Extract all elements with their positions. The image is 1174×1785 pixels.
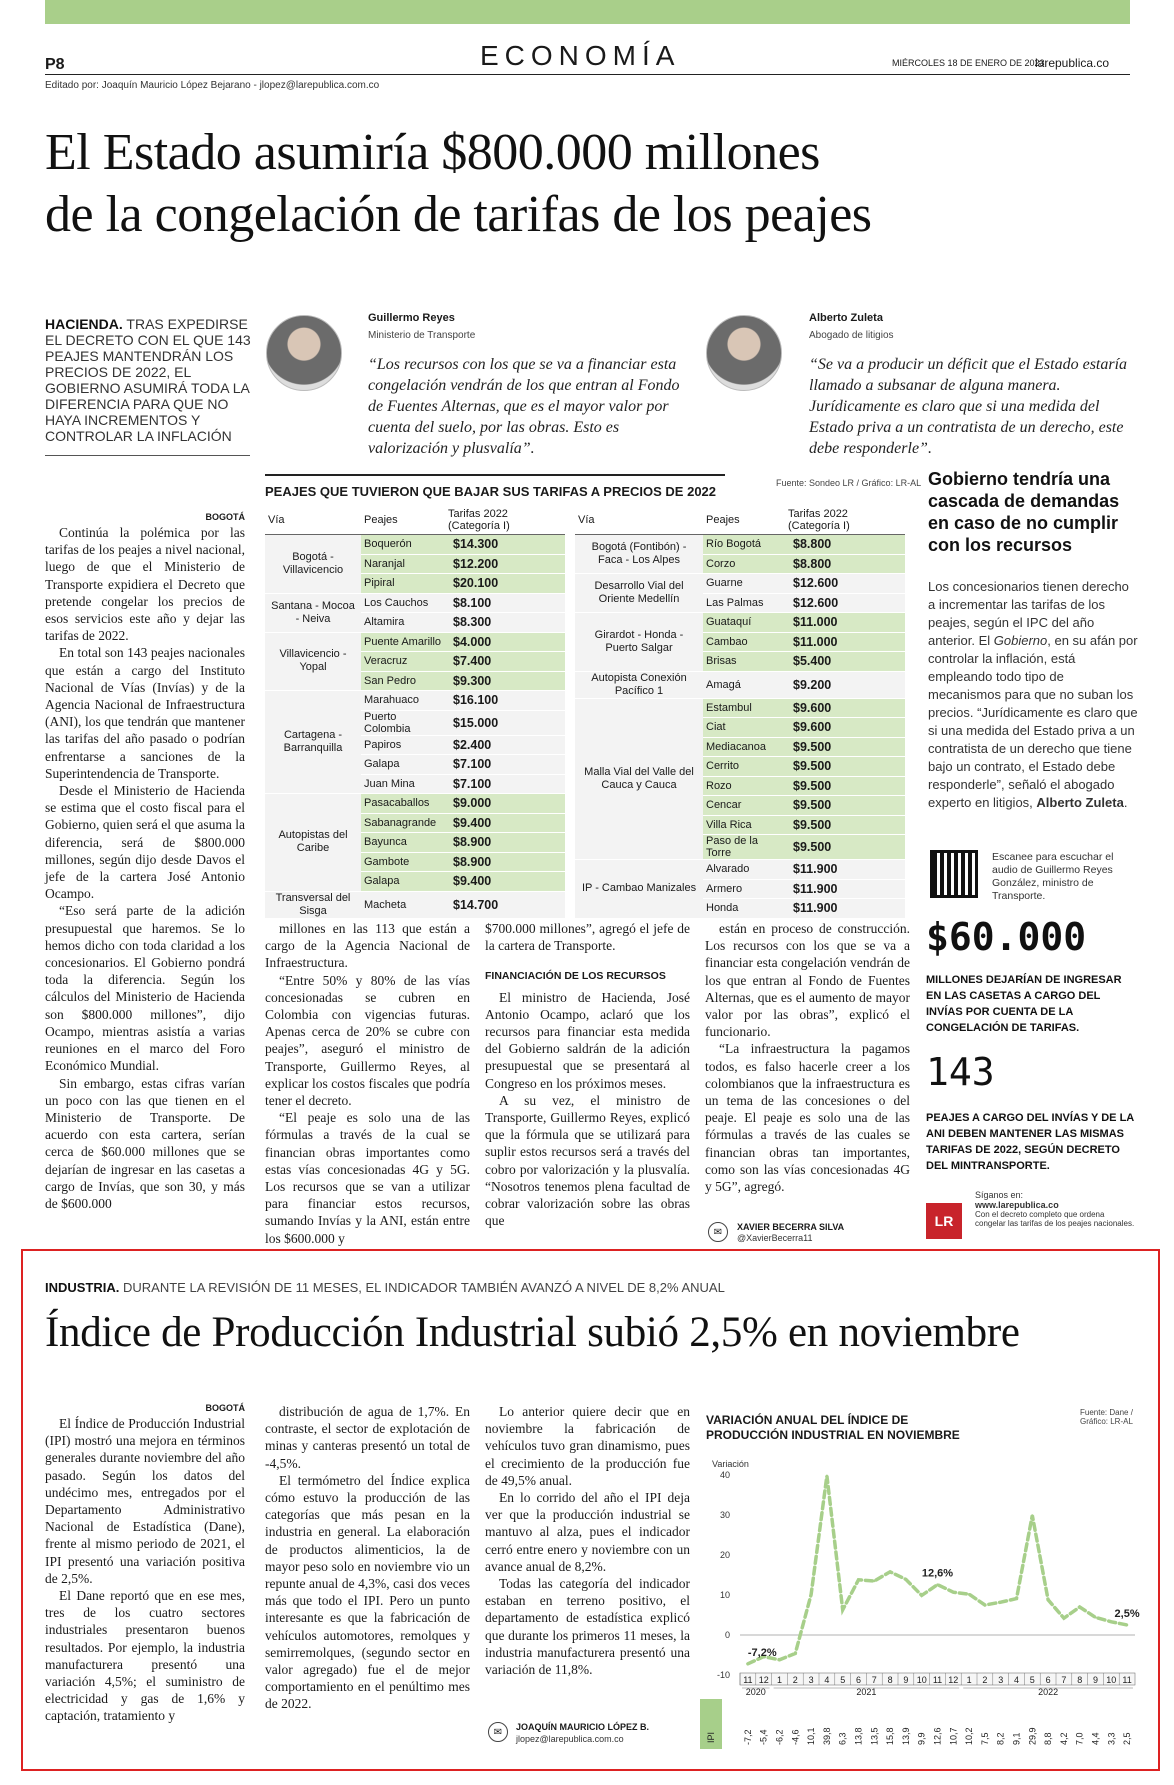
data-point [968, 1593, 970, 1595]
data-label: 13,5 [869, 1727, 880, 1745]
data-label: 7,0 [1074, 1732, 1085, 1745]
data-point [1126, 1624, 1128, 1626]
table-row [265, 535, 565, 555]
x-tick-label: 2 [982, 1675, 988, 1685]
table-cell-peaje: Los Cauchos [361, 593, 445, 613]
envelope-icon: ✉ [708, 1222, 728, 1242]
subheading: FINANCIACIÓN DE LOS RECURSOS [485, 970, 666, 983]
table-cell-peaje: Boquerón [361, 535, 445, 555]
table-cell-tarifa: $14.700 [445, 891, 565, 918]
data-point [952, 1591, 954, 1593]
chart-source: Fuente: Dane / Gráfico: LR-AL [1080, 1408, 1133, 1426]
x-tick-label: 11 [932, 1675, 943, 1685]
data-label: -4,6 [790, 1729, 801, 1745]
lr-logo: LR [926, 1203, 962, 1239]
data-label: -5,4 [758, 1729, 769, 1745]
table-cell-tarifa: $7.100 [445, 755, 565, 775]
table-cell-peaje: Papiros [361, 735, 445, 755]
data-label: 39,8 [821, 1727, 832, 1745]
masthead-rule [45, 74, 1130, 75]
table-cell-peaje: Macheta [361, 891, 445, 918]
paragraph: Desde el Ministerio de Hacienda se estima que el costo fiscal para el Gobierno, quien será el que asuma la diferencia, será de $800.000 millones, según dijo desde Davos el jefe de la cartera José Antonio Ocampo. [45, 783, 245, 902]
x-tick-label: 11 [743, 1675, 753, 1685]
table-cell-peaje: Puente Amarillo [361, 632, 445, 652]
y-tick-label: 40 [719, 1470, 730, 1480]
year-label: 2022 [1038, 1687, 1059, 1697]
x-tick-label: 9 [1092, 1675, 1099, 1685]
table-cell-peaje: Armero [703, 879, 785, 899]
table-cell-peaje: Cambao [703, 632, 785, 652]
table-cell-tarifa: $15.000 [445, 710, 565, 735]
x-tick-label: 2 [792, 1675, 798, 1685]
paragraph: Continúa la polémica por las tarifas de los peajes a nivel nacional, luego de que el Ministerio de Transporte expidiera el Decreto que pretende congelar los precios de esos servicios este año y dejar las tarifas de 2022. [45, 525, 245, 644]
article-column [265, 1403, 470, 1713]
table-cell-tarifa: $9.500 [785, 796, 905, 816]
table-cell-tarifa: $4.000 [445, 632, 565, 652]
paragraph: “La infraestructura la pagamos todos, es falso hacerle creer a los colombianos que la infraestructura es un tema de las concesiones o del peaje. El peaje es solo una de las fórmulas a través de las cuales se financian obras tan importantes, como son las vías concesionadas 4G y 5G”, agregó. [705, 1041, 910, 1195]
data-point [921, 1594, 923, 1596]
paragraph: distribución de agua de 1,7%. En contraste, el sector de explotación de minas y canteras presentó un total de -4,5%. [265, 1404, 470, 1471]
table-cell-tarifa: $11.000 [785, 632, 905, 652]
data-annotation: 2,5% [1114, 1608, 1140, 1620]
table-cell-peaje: Estambul [703, 698, 785, 718]
table-cell-via: Autopistas del Caribe [265, 794, 361, 892]
y-tick-label: 0 [724, 1630, 730, 1640]
table-cell-via: Villavicencio -Yopal [265, 632, 361, 691]
table-cell-tarifa: $9.500 [785, 835, 905, 860]
table-cell-tarifa: $7.400 [445, 652, 565, 672]
article-column [45, 524, 245, 1212]
data-point [778, 1659, 780, 1661]
data-label: 9,9 [916, 1732, 927, 1745]
data-annotation: 12,6% [921, 1567, 954, 1580]
table-cell-tarifa: $11.900 [785, 899, 905, 919]
table-cell-tarifa: $11.900 [785, 879, 905, 899]
table-cell-peaje: Cerrito [703, 757, 785, 777]
table-cell-peaje: Pipiral [361, 574, 445, 594]
avatar [266, 315, 342, 391]
table-cell-tarifa: $12.200 [445, 554, 565, 574]
table-cell-peaje: Cencar [703, 796, 785, 816]
table-cell-via: Cartagena - Barranquilla [265, 691, 361, 794]
table-row [265, 891, 565, 918]
data-point [1063, 1617, 1065, 1619]
paragraph: Sin embargo, estas cifras varían un poco con las que tienen en el Ministerio de Transporte. De acuerdo con esta cartera, serían cerca de $60.000 millones que se dejarían de ingresar en las casetas a cargo de Invías, que son 30, y más de $600.000 [45, 1075, 245, 1211]
table-cell-peaje: Pasacaballos [361, 794, 445, 814]
kicker-rule [45, 455, 250, 456]
data-label: 9,1 [1011, 1732, 1022, 1745]
paragraph: En total son 143 peajes nacionales que están a cargo del Instituto Nacional de Vías (Invías) y de la Agencia Nacional de Infraestructura (ANI), los que tendrán que mantener las tarifas del año pasado o podrían enfrentarse a sanciones de la Superintendencia de Transporte. [45, 645, 245, 781]
data-point [810, 1593, 812, 1595]
x-tick-label: 3 [808, 1675, 814, 1685]
table-cell-peaje: Guataquí [703, 613, 785, 633]
table-cell-via: Bogotá - Villavicencio [265, 535, 361, 594]
table-cell-peaje: Altamira [361, 613, 445, 633]
table-header: Vía [575, 506, 703, 535]
data-label: 8,2 [995, 1732, 1006, 1745]
table-cell-peaje: Juan Mina [361, 774, 445, 794]
data-point [984, 1604, 986, 1606]
table-cell-tarifa: $9.300 [445, 671, 565, 691]
table-top-rule [265, 474, 725, 476]
table-header: Tarifas 2022 (Categoría I) [445, 506, 565, 535]
toll-table-left [265, 506, 565, 919]
table-row [265, 593, 565, 613]
follow-box: Síganos en: www.larepublica.co Con el decreto completo que ordena congelar las tarifas de los peajes nacionales. [975, 1190, 1135, 1228]
table-cell-tarifa: $2.400 [445, 735, 565, 755]
headline: El Estado asumiría $800.000 millones de la congelación de tarifas de los peajes [45, 124, 872, 243]
table-cell-peaje: Galapa [361, 755, 445, 775]
editor-credit: Editado por: Joaquín Mauricio López Bejarano - jlopez@larepublica.com.co [45, 80, 380, 91]
table-cell-peaje: Brisas [703, 652, 785, 672]
article-column [705, 920, 910, 1195]
qr-caption: Escanee para escuchar el audio de Guillermo Reyes González, ministro de Transporte. [992, 851, 1114, 902]
data-point [1000, 1601, 1002, 1603]
table-cell-tarifa: $14.300 [445, 535, 565, 555]
x-tick-label: 12 [948, 1675, 959, 1685]
sidebar-body: Los concesionarios tienen derecho a incrementar las tarifas de los peajes, según el IPC del año anterior. El Gobierno, en su afán por controlar la inflación, está empleando todo tipo de mecanismos para que no suban los precios. “Jurídicamente es claro que si una medida del Estado priva a un contratista de un derecho que tiene bajo un contrato, el Estado debe responderle”, señaló el abogado experto en litigios, Alberto Zuleta. [928, 579, 1138, 810]
data-point [873, 1580, 875, 1582]
table-cell-peaje: Villa Rica [703, 815, 785, 835]
stat-value: 143 [926, 1050, 995, 1094]
data-point [1015, 1597, 1017, 1599]
follow-site-link[interactable]: www.larepublica.co [975, 1200, 1059, 1210]
table-cell-peaje: Paso de la Torre [703, 835, 785, 860]
author-handle[interactable]: @XavierBecerra11 [737, 1233, 813, 1243]
data-label: -6,2 [774, 1729, 785, 1745]
table-cell-peaje: Guarne [703, 574, 785, 594]
data-label: 10,2 [964, 1727, 975, 1745]
data-point [826, 1475, 828, 1477]
table-cell-tarifa: $9.500 [785, 776, 905, 796]
x-tick-label: 5 [1029, 1675, 1035, 1685]
table-cell-peaje: Naranjal [361, 554, 445, 574]
table-source: Fuente: Sondeo LR / Gráfico: LR-AL [776, 478, 922, 488]
x-tick-label: 12 [758, 1675, 769, 1685]
paragraph: Todas las categoría del indicador estaban en terreno positivo, el departamento de estadística explicó que durante los primeros 11 meses, la industria manufacturera presentó una variación de 11,8%. [485, 1576, 690, 1678]
paragraph: “Eso será parte de la adición presupuestal que haremos. Se lo hemos dicho con toda claridad a los concesionarios. El Gobierno pondrá toda la diferencia. Según los cálculos del Ministerio de Hacienda son $800.000 millones”, dijo Ocampo, mientras asistía a varias reuniones en el marco del Foro Económico Mundial. [45, 903, 245, 1074]
data-point [747, 1663, 749, 1665]
table-row [265, 794, 565, 814]
table-cell-tarifa: $9.500 [785, 757, 905, 777]
data-label: 4,4 [1090, 1732, 1101, 1745]
table-cell-via: Santana - Mocoa - Neiva [265, 593, 361, 632]
table-cell-peaje: Corzo [703, 554, 785, 574]
x-tick-label: 7 [871, 1675, 877, 1685]
table-cell-peaje: San Pedro [361, 671, 445, 691]
author-name: JOAQUÍN MAURICIO LÓPEZ B. [516, 1722, 650, 1732]
site-url[interactable]: larepublica.co [1035, 56, 1110, 70]
paragraph: están en proceso de construcción. Los recursos con los que se va a financiar esta congelación vendrán de los que entran al Fondo de Fuentes Alternas, que es el aumento de mayor valor por las obras”, explicó el funcionario. [705, 921, 910, 1040]
table-row [575, 671, 905, 698]
table-cell-tarifa: $8.900 [445, 833, 565, 853]
table-cell-peaje: Rozo [703, 776, 785, 796]
paragraph: millones en las 113 que están a cargo de la Agencia Nacional de Infraestructura. [265, 921, 470, 971]
headline: Índice de Producción Industrial subió 2,5% en noviembre [45, 1309, 1020, 1356]
y-axis-label: Variación [712, 1459, 749, 1469]
table-cell-tarifa: $16.100 [445, 691, 565, 711]
table-cell-tarifa: $9.000 [445, 794, 565, 814]
table-row [265, 691, 565, 711]
table-cell-via: Malla Vial del Valle del Cauca y Cauca [575, 698, 703, 860]
dateline: BOGOTÁ [205, 512, 245, 522]
quote-name: Guillermo Reyes [368, 312, 455, 324]
data-point [1047, 1599, 1049, 1601]
quote-role: Ministerio de Transporte [368, 330, 476, 341]
avatar [706, 315, 782, 391]
table-cell-tarifa: $12.600 [785, 593, 905, 613]
x-tick-label: 8 [1077, 1675, 1083, 1685]
paragraph: El Índice de Producción Industrial (IPI) mostró una mejora en términos generales durante noviembre del año pasado. Según los datos del undécimo mes, entregados por el Departamento Administrativo Nacional de Estadística (Dane), frente al mismo periodo de 2021, el IPI presentó una variación positiva de 2,5%. [45, 1416, 245, 1586]
data-point [1110, 1621, 1112, 1623]
x-tick-label: 4 [1013, 1675, 1020, 1685]
x-tick-label: 10 [1106, 1675, 1117, 1685]
data-point [794, 1652, 796, 1654]
table-cell-tarifa: $8.800 [785, 535, 905, 555]
table-header: Vía [265, 506, 361, 535]
paragraph: A su vez, el ministro de Transporte, Guillermo Reyes, explicó que la fórmula que se utilizará para suplir estos recursos será a través del cobro por valorización y la plusvalía. “Nosotros tenemos plena facultad de cobrar valorización sobre las obras que [485, 1092, 690, 1229]
table-row [265, 632, 565, 652]
ipi-line-chart [700, 1445, 1140, 1760]
page-number: P8 [45, 56, 65, 73]
table-cell-peaje: Ciat [703, 718, 785, 738]
article-column: $700.000 millones”, agregó el jefe de la cartera de Transporte. FINANCIACIÓN DE LOS RECURSOS El ministro de Hacienda, José Antonio Ocampo, aclaró que los recursos para financiar esta medida del Gobierno saldrán de la adición presupuestal que se presentará al Congreso en los próximos meses. A su vez, el ministro de Transporte, Guillermo Reyes, explicó que la fórmula que se utilizará para suplir estos recursos será a través del cobro por valorización y la plusvalía. “Nosotros tenemos plena facultad de cobrar valorización sobre las obras que [485, 921, 690, 1229]
paragraph: El termómetro del Índice explica cómo estuvo la producción de las categorías que más pesan en la industria en general. La elaboración de productos alimenticios, la de mayor peso solo en noviembre vio un repunte anual de 4,3%, casi dos veces más que todo el IPI. Pero un punto interesante es que la fabricación de vehículos automotores, remolques y semirremolques, (segundo sector en valor agregado) fue el de mejor comportamiento en el penúltimo mes de 2022. [265, 1472, 470, 1712]
x-tick-label: 6 [855, 1675, 862, 1685]
table-cell-tarifa: $9.500 [785, 737, 905, 757]
year-label: 2021 [856, 1687, 877, 1697]
data-label: 13,8 [853, 1727, 864, 1745]
table-cell-tarifa: $8.300 [445, 613, 565, 633]
section-title: ECONOMÍA [480, 40, 681, 71]
stat-caption: PEAJES A CARGO DEL INVÍAS Y DE LA ANI DEBEN MANTENER LAS MISMAS TARIFAS DE 2022, SEGÚN DECRETO DEL MINTRANSPORTE. [926, 1112, 1134, 1172]
quote-name: Alberto Zuleta [809, 312, 883, 324]
table-cell-peaje: Las Palmas [703, 593, 785, 613]
table-cell-tarifa: $9.600 [785, 698, 905, 718]
table-cell-peaje: Galapa [361, 872, 445, 892]
y-tick-label: 30 [719, 1510, 730, 1520]
data-label: 4,2 [1058, 1732, 1069, 1745]
year-label: 2020 [745, 1687, 766, 1697]
table-cell-tarifa: $7.100 [445, 774, 565, 794]
x-tick-label: 1 [966, 1675, 972, 1685]
data-label: 10,1 [806, 1727, 817, 1745]
table-cell-peaje: Marahuaco [361, 691, 445, 711]
x-tick-label: 5 [840, 1675, 846, 1685]
table-cell-peaje: Alvarado [703, 860, 785, 880]
data-label: 6,3 [837, 1732, 848, 1745]
table-cell-via: Transversal del Sisga [265, 891, 361, 918]
author-name: XAVIER BECERRA SILVA [737, 1222, 845, 1232]
table-header: Tarifas 2022 (Categoría I) [785, 506, 905, 535]
table-row [575, 613, 905, 633]
table-cell-via: Girardot - Honda - Puerto Salgar [575, 613, 703, 672]
data-label: 13,9 [900, 1727, 911, 1745]
y-tick-label: 10 [719, 1590, 730, 1600]
table-cell-tarifa: $5.400 [785, 652, 905, 672]
table-cell-peaje: Río Bogotá [703, 535, 785, 555]
data-point [857, 1579, 859, 1581]
x-tick-label: 4 [824, 1675, 830, 1685]
dateline: BOGOTÁ [205, 1403, 245, 1413]
x-tick-label: 9 [903, 1675, 909, 1685]
table-row [575, 574, 905, 594]
x-tick-label: 7 [1061, 1675, 1067, 1685]
table-cell-tarifa: $11.900 [785, 860, 905, 880]
table-cell-tarifa: $9.500 [785, 815, 905, 835]
table-cell-via: Autopista Conexión Pacífico 1 [575, 671, 703, 698]
data-label: 12,6 [932, 1727, 943, 1745]
top-color-bar [45, 0, 1130, 24]
data-label: 10,7 [948, 1727, 959, 1745]
paragraph: El ministro de Hacienda, José Antonio Ocampo, aclaró que los recursos para financiar esta medida del Gobierno saldrán de la adición presupuestal que se presentará al Congreso en los próximos meses. [485, 989, 690, 1091]
table-cell-tarifa: $9.600 [785, 718, 905, 738]
data-point [1094, 1616, 1096, 1618]
table-cell-peaje: Veracruz [361, 652, 445, 672]
y-tick-label: 20 [719, 1550, 730, 1560]
chart-title: VARIACIÓN ANUAL DEL ÍNDICE DE PRODUCCIÓN INDUSTRIAL EN NOVIEMBRE [706, 1413, 960, 1442]
table-cell-tarifa: $8.100 [445, 593, 565, 613]
data-point [936, 1583, 938, 1585]
article-column [485, 1403, 690, 1678]
table-cell-peaje: Mediacanoa [703, 737, 785, 757]
table-cell-via: Desarrollo Vial del Oriente Medellín [575, 574, 703, 613]
table-header: Peajes [703, 506, 785, 535]
data-label: 8,8 [1043, 1732, 1054, 1745]
table-cell-via: IP - Cambao Manizales [575, 860, 703, 919]
x-tick-label: 6 [1045, 1675, 1051, 1685]
pull-quote: “Los recursos con los que se va a financiar esta congelación vendrán de los que entran al Fondo de Fuentes Alternas, que es el mayor valor por cuenta del suelo, por las obras. Esto es valorización y plusvalía”. [368, 356, 680, 457]
data-annotation: -7,2% [747, 1646, 777, 1659]
author-email[interactable]: jlopez@larepublica.com.co [516, 1734, 624, 1744]
data-label: 2,5 [1122, 1732, 1133, 1745]
data-label: 29,9 [1027, 1727, 1038, 1745]
stat-caption: MILLONES DEJARÍAN DE INGRESAR EN LAS CASETAS A CARGO DEL INVÍAS POR CUENTA DE LA CONGELACIÓN DE TARIFAS. [926, 974, 1122, 1034]
x-tick-label: 3 [998, 1675, 1004, 1685]
x-tick-label: 11 [1122, 1675, 1132, 1685]
qr-code-icon[interactable] [930, 850, 978, 898]
article-column [265, 920, 470, 1247]
table-cell-peaje: Gambote [361, 852, 445, 872]
table-cell-via: Bogotá (Fontibón) - Faca - Los Alpes [575, 535, 703, 574]
table-header: Peajes [361, 506, 445, 535]
table-cell-peaje: Bayunca [361, 833, 445, 853]
x-tick-label: 1 [776, 1675, 783, 1685]
article-kicker: HACIENDA. TRAS EXPEDIRSE EL DECRETO CON EL QUE 143 PEAJES MANTENDRÁN LOS PRECIOS DE 2022, EL GOBIERNO ASUMIRÁ TODA LA DIFERENCIA PARA QUE NO HAYA INCREMENTOS Y CONTROLAR LA INFLACIÓN [45, 316, 251, 444]
quote-role: Abogado de litigios [809, 330, 894, 341]
envelope-icon: ✉ [488, 1722, 508, 1742]
stat-value: $60.000 [926, 915, 1087, 959]
table-row [575, 860, 905, 880]
data-point [1079, 1606, 1081, 1608]
data-point [1031, 1514, 1033, 1516]
table-row [575, 698, 905, 718]
table-cell-tarifa: $8.800 [785, 554, 905, 574]
data-point [905, 1578, 907, 1580]
table-cell-tarifa: $9.400 [445, 813, 565, 833]
table-cell-tarifa: $20.100 [445, 574, 565, 594]
data-point [842, 1609, 844, 1611]
table-cell-peaje: Sabanagrande [361, 813, 445, 833]
article-column [45, 1415, 245, 1725]
data-point [889, 1571, 891, 1573]
data-label: -7,2 [742, 1729, 753, 1745]
paragraph: Lo anterior quiere decir que en noviembre la fabricación de vehículos tuvo gran dinamismo, pues el crecimiento de la producción fue de 49,5% anual. [485, 1404, 690, 1488]
toll-table-right [575, 506, 905, 919]
x-tick-label: 8 [887, 1675, 893, 1685]
paragraph: En lo corrido del año el IPI deja ver que la producción industrial se mantuvo al alza, pues el indicador cerró entre enero y noviembre con un avance anual de 8,2%. [485, 1490, 690, 1574]
sidebar-headline: Gobierno tendría una cascada de demandas en caso de no cumplir con los recursos [928, 469, 1120, 555]
table-cell-tarifa: $9.400 [445, 872, 565, 892]
table-cell-peaje: Honda [703, 899, 785, 919]
y-tick-label: -10 [716, 1670, 730, 1680]
data-label: 7,5 [979, 1732, 990, 1745]
issue-date: MIÉRCOLES 18 DE ENERO DE 2023 [892, 58, 1045, 68]
table-cell-peaje: Amagá [703, 671, 785, 698]
table-cell-tarifa: $11.000 [785, 613, 905, 633]
table-title: PEAJES QUE TUVIERON QUE BAJAR SUS TARIFAS A PRECIOS DE 2022 [265, 484, 717, 499]
data-label: 3,3 [1106, 1732, 1117, 1745]
pull-quote: “Se va a producir un déficit que el Estado estaría llamado a subsanar de alguna manera. Jurídicamente es claro que si una medida del Estado priva a un contratista de un derecho, este debe responderle”. [809, 356, 1128, 457]
article-kicker: INDUSTRIA. DURANTE LA REVISIÓN DE 11 MESES, EL INDICADOR TAMBIÉN AVANZÓ A NIVEL DE 8,2% ANUAL [45, 1280, 725, 1295]
row-label: IPI [706, 1731, 716, 1743]
table-row [575, 535, 905, 555]
table-cell-peaje: Puerto Colombia [361, 710, 445, 735]
data-label: 15,8 [885, 1727, 896, 1745]
x-tick-label: 10 [916, 1675, 927, 1685]
paragraph: El Dane reportó que en ese mes, tres de los cuatro sectores industriales presentaron buenos resultados. Por ejemplo, la industria manufacturera presentó una variación 4,5%; el suministro de electricidad y gas de 1,6% y captación, tratamiento y [45, 1588, 245, 1724]
table-cell-tarifa: $9.200 [785, 671, 905, 698]
table-cell-tarifa: $8.900 [445, 852, 565, 872]
table-cell-tarifa: $12.600 [785, 574, 905, 594]
paragraph: “El peaje es solo una de las fórmulas a través de la cual se financian obras importantes como estas vías concesionadas 4G y 5G. Los recursos que se van a utilizar para financiar estos recursos, sumando Invías y la ANI, están entre los $600.000 y [265, 1110, 470, 1246]
paragraph: “Entre 50% y 80% de las vías concesionadas se cubren en Colombia con vigencias futuras. Apenas cerca de 20% se cubre con peajes”, aseguró el ministro de Transporte, Guillermo Reyes, al explicar los costos fiscales que podría tener el decreto. [265, 972, 470, 1109]
